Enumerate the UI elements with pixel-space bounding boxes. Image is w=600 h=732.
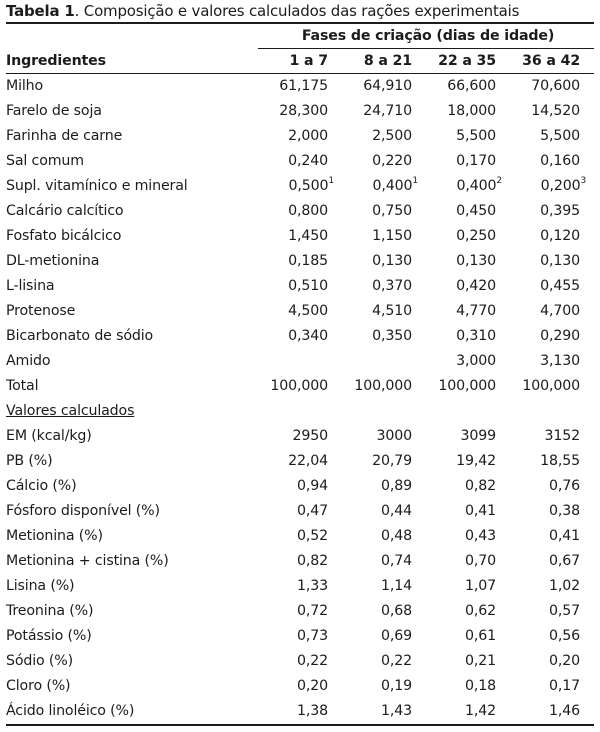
table-cell [258,99,342,124]
cell-value: 0,510 [288,278,328,294]
row-label: Bicarbonato de sódio [6,328,154,344]
table-row [6,349,594,374]
cell-value: 70,600 [531,78,581,94]
table-cell [426,349,510,374]
cell-value: 0,22 [381,653,412,669]
table-cell [342,549,426,574]
cell-value: 0,82 [297,553,328,569]
row-label: Fosfato bicálcico [6,228,122,244]
cell-value: 0,74 [381,553,412,569]
row-label: Ácido linoléico (%) [6,699,258,725]
row-label: Supl. vitamínico e mineral [6,178,188,194]
cell-value: 1,150 [372,228,412,244]
table-cell [426,549,510,574]
row-label: Cloro (%) [6,678,71,694]
cell-value: 5,500 [540,128,581,144]
table-cell [426,374,510,399]
table-cell [510,199,594,224]
cell-value: 0,44 [381,503,412,519]
table-cell [258,174,342,199]
header-columns-row [6,49,594,74]
row-label: Treonina (%) [6,603,94,619]
cell-value: 0,20 [549,653,581,669]
cell-value: 0,800 [288,203,328,219]
cell-value: 0,43 [465,528,496,544]
row-label: L-lisina [6,278,55,294]
cell-value: 0,19 [381,678,412,694]
cell-value: 0,370 [372,278,412,294]
table-cell [258,74,342,100]
cell-value: 0,57 [549,603,581,619]
table-row [6,574,594,599]
table-cell [510,574,594,599]
ingredients-header: Ingredientes [6,49,258,74]
cell-value: 24,710 [363,103,412,119]
phase-title: Fases de criação (dias de idade) [258,23,594,49]
table-cell [342,349,426,374]
table-cell [342,674,426,699]
cell-value: 0,130 [540,253,581,269]
table-cell [342,649,426,674]
cell-value: 0,750 [372,203,412,219]
cell-value: 0,68 [381,603,412,619]
cell-value: 0,94 [297,478,328,494]
table-cell [342,524,426,549]
table-row [6,249,594,274]
cell-value: 0,73 [297,628,328,644]
table-cell [258,374,342,399]
table-cell [510,99,594,124]
cell-value: 0,500 [288,178,329,194]
cell-value: 0,455 [540,278,581,294]
cell-value: 0,185 [288,253,328,269]
cell-value: 0,220 [372,153,412,169]
cell-value: 0,48 [381,528,412,544]
cell-value: 0,72 [297,603,328,619]
table-row [6,99,594,124]
cell-value: 3000 [376,428,412,444]
cell-value: 0,200 [540,178,581,194]
cell-value: 0,22 [297,653,328,669]
cell-value: 0,67 [549,553,581,569]
table-cell [426,649,510,674]
table-cell [510,599,594,624]
table-caption-text: . Composição e valores calculados das rações experimentais [74,2,520,20]
footnote-marker: 1 [412,176,418,187]
table-cell [426,674,510,699]
table-row [6,699,594,725]
row-label: Metionina (%) [6,528,103,544]
table-cell [510,499,594,524]
table-cell [258,124,342,149]
cell-value: 14,520 [531,103,581,119]
cell-value: 5,500 [456,128,496,144]
table-cell [510,674,594,699]
column-header: 36 a 42 [510,49,594,74]
table-cell [426,699,510,725]
table-row [6,524,594,549]
table-cell [510,74,594,100]
row-label: DL-metionina [6,253,100,269]
row-label: Fósforo disponível (%) [6,503,160,519]
cell-value: 18,55 [540,453,581,469]
cell-value: 0,395 [540,203,581,219]
table-cell [258,149,342,174]
table-row [6,424,594,449]
table-cell [258,199,342,224]
table-cell [510,249,594,274]
cell-value: 22,04 [288,453,328,469]
table-cell [426,599,510,624]
cell-value: 0,82 [465,478,496,494]
column-header: 22 a 35 [426,49,510,74]
table-cell [426,324,510,349]
table-row [6,474,594,499]
cell-value: 0,52 [297,528,328,544]
cell-value: 0,250 [456,228,496,244]
column-header: 8 a 21 [342,49,426,74]
table-cell [258,274,342,299]
table-cell [258,449,342,474]
cell-value: 3099 [460,428,496,444]
cell-value: 0,41 [465,503,496,519]
row-label: Sal comum [6,153,84,169]
table-cell [426,624,510,649]
table-row [6,124,594,149]
table-cell [426,224,510,249]
table-cell [342,449,426,474]
table-row [6,224,594,249]
cell-value: 1,46 [549,703,581,719]
table-cell [258,599,342,624]
cell-value: 100,000 [354,378,412,394]
table-cell [426,74,510,100]
table-cell [342,199,426,224]
cell-value: 66,600 [447,78,496,94]
table-cell [342,699,426,725]
cell-value: 0,240 [288,153,328,169]
cell-value: 1,38 [297,703,328,719]
table-cell [426,524,510,549]
table-cell [426,449,510,474]
table-row [6,499,594,524]
table-cell [342,324,426,349]
table-cell [258,499,342,524]
cell-value: 1,43 [381,703,412,719]
table-row [6,74,594,100]
cell-value: 0,160 [540,153,581,169]
table-row [6,274,594,299]
row-label: Lisina (%) [6,578,75,594]
table-cell [510,299,594,324]
cell-value: 2950 [292,428,328,444]
table-cell [426,124,510,149]
cell-value: 0,400 [456,178,497,194]
row-label: Amido [6,353,51,369]
cell-value: 0,340 [288,328,328,344]
cell-value: 19,42 [456,453,496,469]
row-label: Metionina + cistina (%) [6,553,169,569]
table-cell [258,474,342,499]
cell-value: 3,130 [540,353,581,369]
table-cell [342,224,426,249]
cell-value: 0,400 [372,178,413,194]
cell-value: 4,770 [456,303,496,319]
table-cell [258,299,342,324]
cell-value: 28,300 [279,103,328,119]
table-cell [510,324,594,349]
table-cell [426,574,510,599]
cell-value: 0,56 [549,628,581,644]
table-cell [426,199,510,224]
table-cell [342,74,426,100]
cell-value: 61,175 [279,78,328,94]
table-row [6,374,594,399]
table-cell [342,149,426,174]
cell-value: 100,000 [522,378,581,394]
table-cell [258,624,342,649]
cell-value: 0,170 [456,153,496,169]
row-label: Milho [6,78,44,94]
column-header: 1 a 7 [258,49,342,74]
table-row [6,599,594,624]
table-row [6,549,594,574]
ration-table [6,22,594,726]
cell-value: 2,000 [288,128,328,144]
cell-value: 0,17 [549,678,581,694]
table-cell [510,524,594,549]
table-cell [342,99,426,124]
cell-value: 0,89 [381,478,412,494]
table-cell [426,299,510,324]
table-cell [258,524,342,549]
table-cell [426,474,510,499]
table-cell [258,249,342,274]
table-cell [342,274,426,299]
cell-value: 4,500 [288,303,328,319]
cell-value: 2,500 [372,128,412,144]
section-title: Valores calculados [6,403,135,419]
cell-value: 0,20 [297,678,328,694]
table-row [6,174,594,199]
footnote-marker: 1 [328,176,334,187]
table-cell [510,149,594,174]
table-cell [342,374,426,399]
row-label: Farelo de soja [6,103,102,119]
table-cell [510,424,594,449]
cell-value: 0,61 [465,628,496,644]
table-cell [342,249,426,274]
table-cell [510,474,594,499]
table-cell [342,499,426,524]
cell-value: 0,38 [549,503,581,519]
cell-value: 1,02 [549,578,581,594]
table-cell [510,174,594,199]
cell-value: 3152 [544,428,581,444]
cell-value: 4,700 [540,303,581,319]
table-row [6,649,594,674]
table-cell [342,299,426,324]
table-cell [258,649,342,674]
table-row [6,149,594,174]
cell-value: 0,350 [372,328,412,344]
table-cell [426,149,510,174]
row-label: Cálcio (%) [6,478,77,494]
cell-value: 3,000 [456,353,496,369]
cell-value: 1,42 [465,703,496,719]
table-cell [510,549,594,574]
table-cell [258,349,342,374]
row-label: Sódio (%) [6,653,74,669]
table-cell [510,224,594,249]
table-row [6,199,594,224]
cell-value: 0,69 [381,628,412,644]
table-cell [426,499,510,524]
row-label: EM (kcal/kg) [6,428,92,444]
cell-value: 0,70 [465,553,496,569]
row-label: PB (%) [6,453,53,469]
cell-value: 4,510 [372,303,412,319]
table-cell [510,649,594,674]
row-label: Farinha de carne [6,128,123,144]
table-cell [342,574,426,599]
row-label: Total [6,378,39,394]
table-cell [510,449,594,474]
cell-value: 1,07 [465,578,496,594]
table-row [6,449,594,474]
cell-value: 0,76 [549,478,581,494]
table-cell [258,549,342,574]
row-label: Potássio (%) [6,628,92,644]
cell-value: 0,62 [465,603,496,619]
table-cell [510,274,594,299]
table-row [6,324,594,349]
table-cell [426,99,510,124]
table-cell [342,124,426,149]
table-row [6,299,594,324]
cell-value: 0,21 [465,653,496,669]
table-cell [426,424,510,449]
table-cell [510,349,594,374]
table-cell [342,474,426,499]
cell-value: 0,130 [456,253,496,269]
cell-value: 0,130 [372,253,412,269]
footnote-marker: 3 [580,176,587,187]
table-cell [426,174,510,199]
table-cell [258,574,342,599]
table-cell [510,124,594,149]
table-cell [258,674,342,699]
cell-value: 100,000 [270,378,328,394]
cell-value: 20,79 [372,453,412,469]
table-cell [342,424,426,449]
table-cell [258,424,342,449]
cell-value: 0,310 [456,328,496,344]
cell-value: 0,41 [549,528,581,544]
cell-value: 0,450 [456,203,496,219]
header-phase-row [6,23,594,49]
cell-value: 1,14 [381,578,412,594]
footnote-marker: 2 [496,176,502,187]
cell-value: 64,910 [363,78,412,94]
cell-value: 0,18 [465,678,496,694]
cell-value: 1,33 [297,578,328,594]
table-cell [510,374,594,399]
table-cell [510,699,594,725]
cell-value: 18,000 [447,103,496,119]
row-label: Calcário calcítico [6,203,124,219]
table-row [6,674,594,699]
table-cell [258,324,342,349]
cell-value: 100,000 [438,378,496,394]
table-row [6,624,594,649]
table-caption [6,0,594,22]
cell-value: 0,290 [540,328,581,344]
cell-value: 0,47 [297,503,328,519]
table-cell [342,624,426,649]
table-cell [258,224,342,249]
section-row [6,399,594,424]
table-cell [342,174,426,199]
table-cell [510,624,594,649]
table-cell [342,599,426,624]
table-caption-label: Tabela 1 [6,2,75,20]
table-cell [426,249,510,274]
cell-value: 1,450 [288,228,328,244]
row-label: Protenose [6,303,76,319]
cell-value: 0,420 [456,278,496,294]
table-cell [258,699,342,725]
table-cell [426,274,510,299]
cell-value: 0,120 [540,228,581,244]
